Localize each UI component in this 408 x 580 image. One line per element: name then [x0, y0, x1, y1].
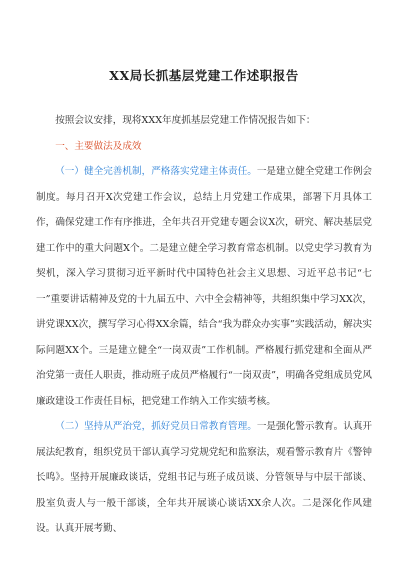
item-1-body: 一是建立健全党建工作例会制度。每月召开X次党建工作会议，总结上月党建工作成果，部署下月具体工作，确保党建工作有序推进，全年共召开党建专题会议X次，研究、解决基层党建工作中的重大问题X个。二是建立健全学习教育常态机制。以党史学习教育为契机，深入学习贯彻习近平新时代中国特色社会主义思想、习近平总书记“七一”重要讲话精神及党的十九届五中、六中全会精神等，共组织集中学习XX次，讲党课XX次，撰写学习心得XX余篇，结合“我为群众办实事”实践活动，解决实际问题XX个。三是建立健全“一岗双责”工作机制。严格履行抓党建和全面从严治党第一责任人职责，推动班子成员严格履行“一岗双责”，明确各党组成员党风廉政建设工作责任目标，把党建工作纳入工作实绩考核。	[36, 166, 373, 407]
item-1-highlight: 健全完善机制，严格落实党建主体责任。	[84, 166, 257, 177]
item-2-number: （二）	[55, 421, 84, 432]
section-heading: 一、主要做法及成效	[55, 140, 142, 152]
intro-paragraph: 按照会议安排，现将XXX年度抓基层党建工作情况报告如下：	[55, 115, 316, 126]
item-2-body: 一是强化警示教育。认真开展法纪教育，组织党员干部认真学习党规党纪和监察法，观看警示教育片《警钟长鸣》。坚持开展廉政谈话，党组书记与班子成员谈、分管领导与中层干部谈、股室负责人与一般干部谈，全年共开展谈心谈话XX余人次。二是深化作风建设。认真开展考勤、	[36, 421, 373, 534]
item-1-number: （一）	[55, 166, 84, 177]
item-1-paragraph	[36, 159, 372, 414]
item-2-highlight: 坚持从严治党，抓好党员日常教育管理。	[84, 421, 257, 432]
item-2-paragraph	[36, 414, 372, 542]
document-title: XX局长抓基层党建工作述职报告	[109, 68, 299, 83]
